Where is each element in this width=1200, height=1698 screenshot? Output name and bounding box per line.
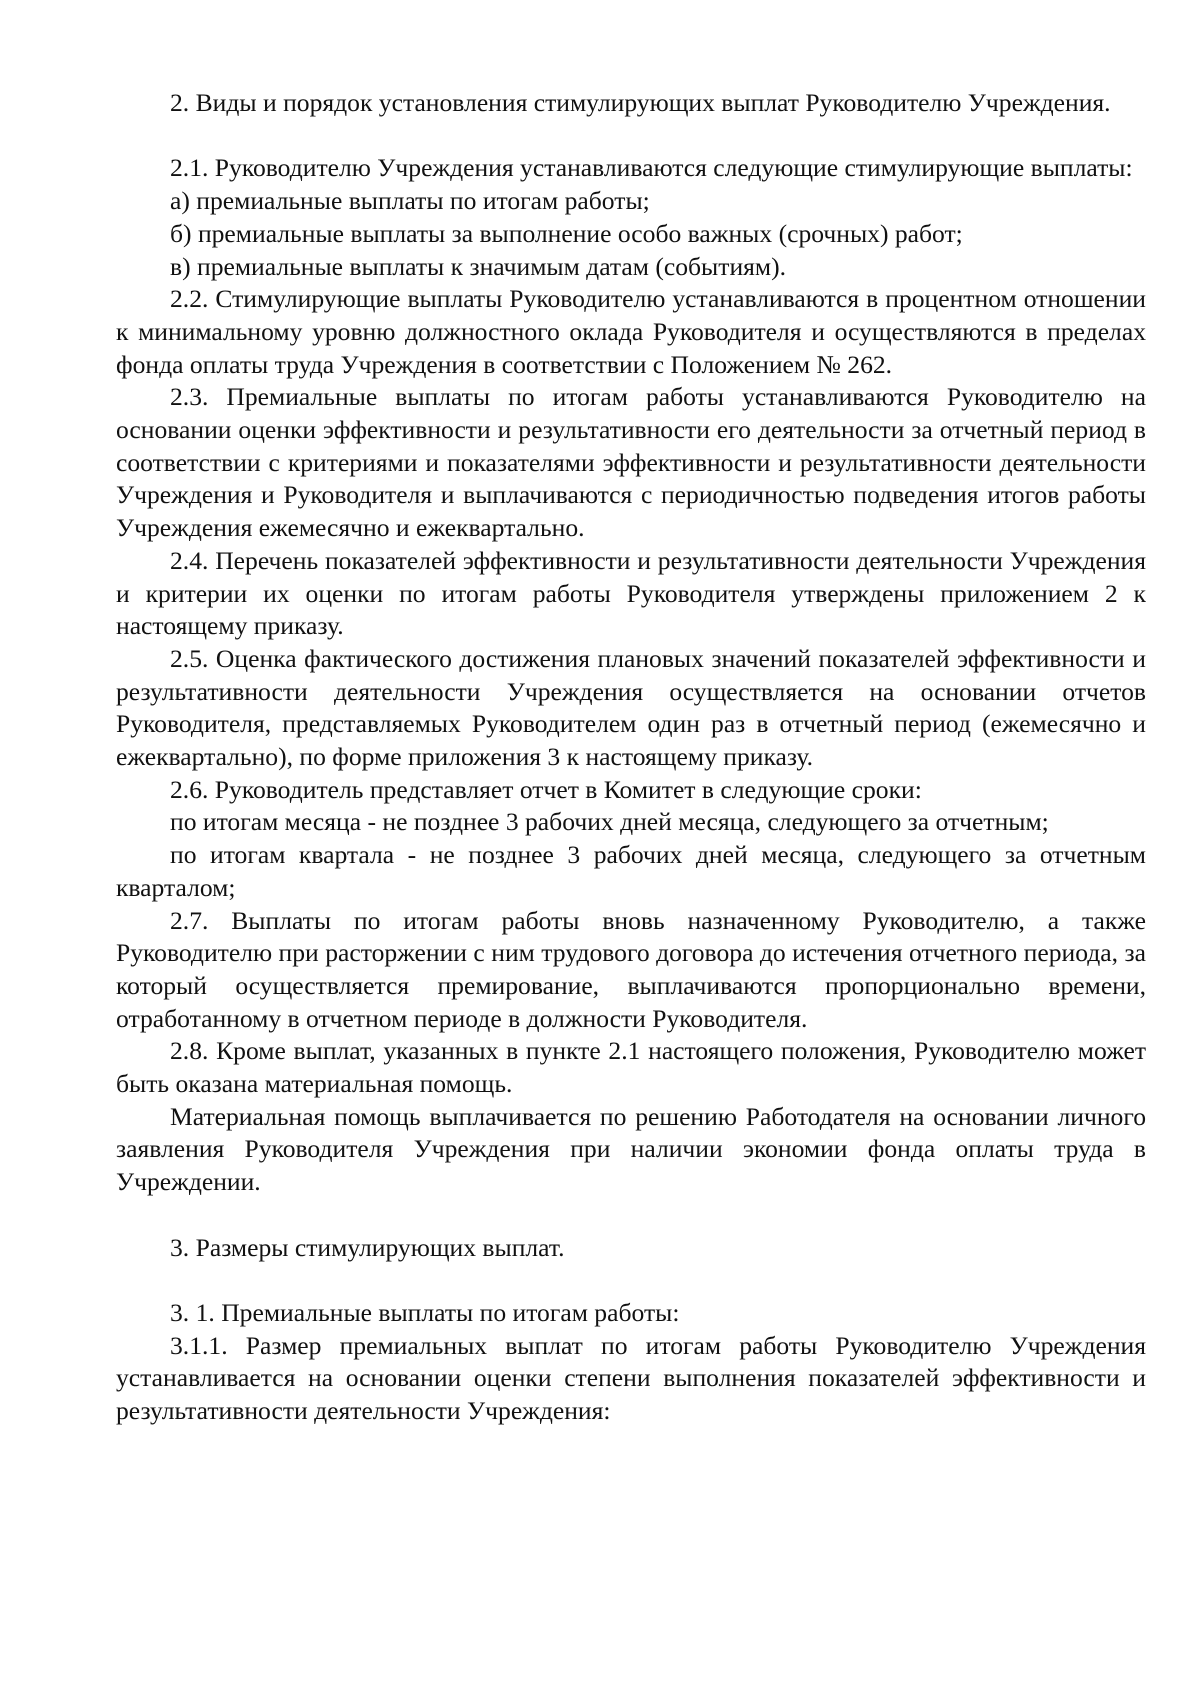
paragraph-3-1: 3. 1. Премиальные выплаты по итогам работы: (170, 1297, 680, 1327)
document-body (116, 87, 1146, 1428)
paragraph-2-8: 2.8. Кроме выплат, указанных в пункте 2.1 настоящего положения, Руководителю может быть оказана материальная помощь. (116, 1036, 1146, 1099)
term-monthly: по итогам месяца - не позднее 3 рабочих дней месяца, следующего за отчетным; (170, 807, 1049, 837)
paragraph-2-4: 2.4. Перечень показателей эффективности и результативности деятельности Учреждения и критерии их оценки по итогам работы Руководителя утверждены приложением 2 к настоящему приказу. (116, 545, 1146, 641)
list-item-v: в) премиальные выплаты к значимым датам (событиям). (170, 251, 787, 281)
list-item-a: а) премиальные выплаты по итогам работы; (170, 186, 650, 216)
section-heading-2: 2. Виды и порядок установления стимулирующих выплат Руководителю Учреждения. (170, 88, 1111, 117)
paragraph-material-aid: Материальная помощь выплачивается по решению Работодателя на основании личного заявления Руководителя Учреждения при наличии экономии фонда оплаты труда в Учреждении. (116, 1101, 1146, 1197)
paragraph-2-5: 2.5. Оценка фактического достижения плановых значений показателей эффективности и результативности деятельности Учреждения осуществляется на основании отчетов Руководителя, представляемых Руководителем один раз в отчетный период (ежемесячно и ежеквартально), по форме приложения 3 к настоящему приказу. (116, 643, 1146, 772)
paragraph-2-1: 2.1. Руководителю Учреждения устанавливаются следующие стимулирующие выплаты: (170, 153, 1133, 183)
paragraph-2-3: 2.3. Премиальные выплаты по итогам работы устанавливаются Руководителю на основании оценки эффективности и результативности его деятельности за отчетный период в соответствии с критериями и показателями эффективности и результативности деятельности Учреждения и Руководителя и выплачиваются с периодичностью подведения итогов работы Учреждения ежемесячно и ежеквартально. (116, 382, 1146, 543)
paragraph-2-6: 2.6. Руководитель представляет отчет в Комитет в следующие сроки: (170, 774, 922, 804)
paragraph-2-2: 2.2. Стимулирующие выплаты Руководителю устанавливаются в процентном отношении к минимальному уровню должностного оклада Руководителя и осуществляются в пределах фонда оплаты труда Учреждения в соответствии с Положением № 262. (116, 284, 1146, 379)
paragraph-3-1-1: 3.1.1. Размер премиальных выплат по итогам работы Руководителю Учреждения устанавливается на основании оценки степени выполнения показателей эффективности и результативности деятельности Учреждения: (116, 1330, 1146, 1426)
paragraph-2-7: 2.7. Выплаты по итогам работы вновь назначенному Руководителю, а также Руководителю при расторжении с ним трудового договора до истечения отчетного периода, за который осуществляется премирование, выплачиваются пропорционально времени, отработанному в отчетном периоде в должности Руководителя. (116, 905, 1146, 1033)
section-heading-3: 3. Размеры стимулирующих выплат. (170, 1232, 565, 1262)
term-quarterly: по итогам квартала - не позднее 3 рабочих дней месяца, следующего за отчетным кварталом; (116, 840, 1146, 902)
list-item-b: б) премиальные выплаты за выполнение особо важных (срочных) работ; (170, 218, 963, 248)
